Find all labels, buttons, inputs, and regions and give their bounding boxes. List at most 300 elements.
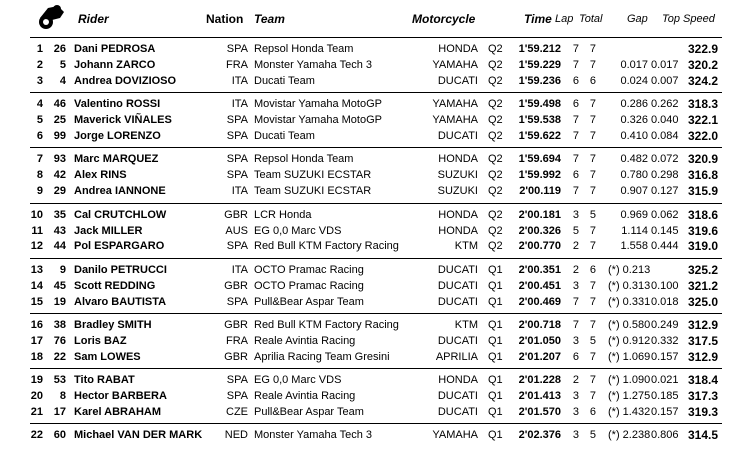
rider-team: Monster Yamaha Tech 3 <box>254 58 373 71</box>
rider-top-speed: 312.9 <box>687 318 718 332</box>
rider-lap: 2 <box>572 263 579 276</box>
rider-total-laps: 6 <box>589 74 596 87</box>
rider-lap: 7 <box>572 185 579 198</box>
rider-team: Reale Avintia Racing <box>254 334 356 347</box>
rider-lap: 3 <box>572 279 579 292</box>
rider-team: OCTO Pramac Racing <box>254 263 364 276</box>
rider-session: Q1 <box>488 263 503 276</box>
rider-session: Q2 <box>488 58 503 71</box>
rider-total-laps: 6 <box>589 263 596 276</box>
table-row <box>0 349 738 365</box>
rider-position: 4 <box>36 98 43 111</box>
rider-team: EG 0,0 Marc VDS <box>254 224 342 237</box>
table-row <box>0 427 738 443</box>
rider-session: Q2 <box>488 43 503 55</box>
rider-team: Ducati Team <box>254 130 315 142</box>
rider-gap: 0.024 <box>620 74 648 87</box>
rider-team: Repsol Honda Team <box>254 153 354 166</box>
rider-team: Pull&Bear Aspar Team <box>254 295 364 308</box>
rider-gap-previous: 0.249 <box>651 319 679 331</box>
group-divider <box>30 203 722 204</box>
rider-total-laps: 7 <box>589 114 596 127</box>
table-row <box>0 41 738 57</box>
rider-number: 22 <box>53 350 66 363</box>
rider-time: 2'00.326 <box>518 224 561 237</box>
table-row <box>0 262 738 278</box>
rider-position: 7 <box>36 153 43 166</box>
rider-team: LCR Honda <box>254 208 312 221</box>
rider-name: Pol ESPARGARO <box>74 240 165 253</box>
rider-gap: (*) 1.069 <box>608 350 651 363</box>
rider-motorcycle: DUCATI <box>437 74 478 87</box>
rider-name: Danilo PETRUCCI <box>74 263 167 276</box>
rider-time: 1'59.622 <box>518 130 561 142</box>
rider-top-speed: 324.2 <box>687 73 718 88</box>
rider-time: 2'00.770 <box>518 240 561 253</box>
table-row <box>0 372 738 388</box>
rider-session: Q1 <box>488 429 503 442</box>
rider-number: 43 <box>53 224 66 237</box>
rider-lap: 6 <box>572 98 579 111</box>
rider-position: 16 <box>30 319 43 331</box>
rider-total-laps: 7 <box>589 240 596 253</box>
rider-session: Q2 <box>488 98 503 111</box>
rider-nation: SPA <box>226 43 248 55</box>
rider-gap: 0.482 <box>620 153 648 166</box>
rider-gap-previous: 0.185 <box>651 390 679 403</box>
table-row <box>0 183 738 199</box>
rider-total-laps: 7 <box>589 279 596 292</box>
rider-gap: (*) 0.313 <box>608 279 651 292</box>
rider-gap-previous: 0.444 <box>651 240 679 253</box>
rider-top-speed: 315.9 <box>687 184 718 199</box>
rider-gap-previous: 0.127 <box>651 185 679 198</box>
rider-total-laps: 7 <box>589 169 596 182</box>
rider-lap: 3 <box>572 208 579 221</box>
rider-motorcycle: HONDA <box>438 208 478 221</box>
rider-team: Repsol Honda Team <box>254 43 354 55</box>
rider-motorcycle: YAMAHA <box>432 114 478 127</box>
rider-total-laps: 6 <box>589 406 596 418</box>
rider-team: Ducati Team <box>254 74 315 87</box>
rider-name: Maverick VIÑALES <box>74 114 172 127</box>
rider-number: 4 <box>59 74 66 87</box>
rider-position: 13 <box>30 263 43 276</box>
rider-motorcycle: DUCATI <box>437 263 478 276</box>
rider-total-laps: 7 <box>589 58 596 71</box>
rider-gap: (*) 1.275 <box>608 390 651 403</box>
group-divider <box>30 423 722 424</box>
rider-name: Cal CRUTCHLOW <box>74 208 167 221</box>
rider-gap-previous: 0.145 <box>651 224 679 237</box>
rider-lap: 2 <box>572 240 579 253</box>
rider-session: Q1 <box>488 295 503 308</box>
rider-session: Q1 <box>488 319 503 331</box>
rider-lap: 3 <box>572 390 579 403</box>
rider-nation: GBR <box>224 279 248 292</box>
rider-gap-previous: 0.017 <box>651 58 679 71</box>
rider-session: Q2 <box>488 74 503 87</box>
rider-gap-previous: 0.072 <box>651 153 679 166</box>
rider-name: Bradley SMITH <box>74 319 152 331</box>
rider-motorcycle: HONDA <box>438 153 478 166</box>
rider-nation: ITA <box>231 74 248 87</box>
rider-name: Alvaro BAUTISTA <box>74 295 167 308</box>
rider-total-laps: 7 <box>589 43 596 55</box>
rider-number: 5 <box>59 58 66 71</box>
rider-team: EG 0,0 Marc VDS <box>254 374 342 387</box>
rider-session: Q2 <box>488 114 503 127</box>
rider-session: Q2 <box>488 130 503 142</box>
rider-name: Dani PEDROSA <box>74 43 156 55</box>
rider-time: 2'00.119 <box>519 185 561 198</box>
rider-session: Q1 <box>488 374 503 387</box>
rider-total-laps: 5 <box>589 429 596 442</box>
rider-position: 12 <box>30 240 43 253</box>
rider-top-speed: 321.2 <box>687 278 718 293</box>
rider-lap: 7 <box>572 295 579 308</box>
header-nation: Nation <box>206 12 244 26</box>
header-lap: Lap <box>555 13 574 25</box>
rider-total-laps: 5 <box>589 334 596 347</box>
rider-total-laps: 5 <box>589 208 596 221</box>
rider-top-speed: 319.3 <box>687 405 718 419</box>
rider-nation: NED <box>224 429 248 442</box>
rider-motorcycle: DUCATI <box>437 130 478 142</box>
rider-lap: 6 <box>572 74 579 87</box>
rider-top-speed: 325.2 <box>687 262 718 277</box>
rider-top-speed: 322.0 <box>687 129 718 143</box>
rider-total-laps: 7 <box>589 130 596 142</box>
rider-lap: 7 <box>572 58 579 71</box>
rider-motorcycle: DUCATI <box>437 279 478 292</box>
rider-motorcycle: KTM <box>454 319 478 331</box>
rider-team: Aprilia Racing Team Gresini <box>254 350 390 363</box>
rider-top-speed: 318.6 <box>687 207 718 222</box>
rider-time: 1'59.992 <box>518 169 561 182</box>
rider-name: Loris BAZ <box>74 334 127 347</box>
rider-team: Monster Yamaha Tech 3 <box>254 429 373 442</box>
rider-lap: 7 <box>572 130 579 142</box>
table-row <box>0 112 738 128</box>
group-divider <box>30 368 722 369</box>
rider-total-laps: 7 <box>589 374 596 387</box>
rider-nation: CZE <box>226 406 248 418</box>
rider-nation: FRA <box>226 58 248 71</box>
rider-total-laps: 7 <box>589 98 596 111</box>
rider-motorcycle: HONDA <box>438 374 478 387</box>
rider-session: Q2 <box>488 153 503 166</box>
rider-motorcycle: DUCATI <box>437 334 478 347</box>
rider-top-speed: 322.1 <box>687 113 718 128</box>
rider-position: 17 <box>30 334 43 347</box>
rider-top-speed: 319.0 <box>687 239 718 254</box>
rider-top-speed: 314.5 <box>687 428 718 443</box>
rider-team: Reale Avintia Racing <box>254 390 356 403</box>
rider-lap: 6 <box>572 350 579 363</box>
rider-nation: SPA <box>226 240 248 253</box>
rider-position: 14 <box>30 279 43 292</box>
rider-lap: 7 <box>572 114 579 127</box>
rider-number: 29 <box>53 185 66 198</box>
rider-lap: 5 <box>572 224 579 237</box>
rider-motorcycle: APRILIA <box>435 350 478 363</box>
group-divider <box>30 313 722 314</box>
rider-lap: 2 <box>572 374 579 387</box>
rider-number: 76 <box>53 334 66 347</box>
rider-lap: 7 <box>572 319 579 331</box>
table-row <box>0 404 738 420</box>
rider-time: 1'59.694 <box>518 153 561 166</box>
rider-motorcycle: HONDA <box>438 224 478 237</box>
rider-top-speed: 320.9 <box>687 152 718 167</box>
rider-team: Movistar Yamaha MotoGP <box>254 98 382 111</box>
rider-total-laps: 7 <box>589 390 596 403</box>
rider-position: 2 <box>36 58 43 71</box>
table-row <box>0 388 738 404</box>
rider-session: Q1 <box>488 334 503 347</box>
table-row <box>0 278 738 294</box>
rider-nation: GBR <box>224 208 248 221</box>
group-divider <box>30 258 722 259</box>
rider-gap: 0.326 <box>620 114 648 127</box>
rider-gap: 0.907 <box>620 185 648 198</box>
table-row <box>0 96 738 112</box>
rider-time: 2'00.451 <box>518 279 561 292</box>
rider-position: 21 <box>30 406 43 418</box>
rider-lap: 6 <box>572 169 579 182</box>
rider-number: 99 <box>53 130 66 142</box>
rider-total-laps: 7 <box>589 224 596 237</box>
rider-gap: (*) 1.090 <box>608 374 651 387</box>
rider-motorcycle: HONDA <box>438 43 478 55</box>
rider-motorcycle: SUZUKI <box>437 185 478 198</box>
table-row <box>0 333 738 349</box>
rider-name: Marc MARQUEZ <box>74 153 159 166</box>
rider-gap-previous: 0.084 <box>651 130 679 142</box>
rider-lap: 3 <box>572 334 579 347</box>
rider-lap: 7 <box>572 43 579 55</box>
rider-session: Q2 <box>488 169 503 182</box>
rider-time: 1'59.498 <box>518 98 561 111</box>
rider-top-speed: 317.3 <box>687 389 718 404</box>
rider-position: 18 <box>30 350 43 363</box>
rider-time: 2'02.376 <box>518 429 561 442</box>
rider-gap-previous: 0.062 <box>651 208 679 221</box>
group-divider <box>30 37 722 38</box>
rider-nation: SPA <box>226 390 248 403</box>
rider-time: 2'01.413 <box>518 390 561 403</box>
rider-session: Q1 <box>488 350 503 363</box>
table-row <box>0 238 738 254</box>
table-row <box>0 294 738 310</box>
rider-name: Jorge LORENZO <box>74 130 161 142</box>
rider-number: 26 <box>53 43 66 55</box>
rider-number: 8 <box>59 390 66 403</box>
rider-top-speed: 322.9 <box>687 42 718 56</box>
rider-time: 1'59.212 <box>518 43 561 55</box>
rider-motorcycle: DUCATI <box>437 406 478 418</box>
rider-time: 2'00.469 <box>518 295 561 308</box>
rider-name: Sam LOWES <box>74 350 141 363</box>
group-divider <box>30 147 722 148</box>
rider-number: 44 <box>53 240 66 253</box>
rider-position: 20 <box>30 390 43 403</box>
rider-gap-previous: 0.007 <box>651 74 679 87</box>
rider-number: 45 <box>53 279 66 292</box>
rider-number: 25 <box>53 114 66 127</box>
rider-lap: 3 <box>572 406 579 418</box>
rider-time: 1'59.236 <box>518 74 561 87</box>
rider-name: Michael VAN DER MARK <box>74 429 203 442</box>
rider-position: 19 <box>30 374 43 387</box>
rider-time: 2'01.050 <box>518 334 561 347</box>
rider-nation: SPA <box>226 374 248 387</box>
rider-nation: ITA <box>231 98 248 111</box>
table-row <box>0 317 738 333</box>
rider-gap-previous: 0.806 <box>651 429 679 442</box>
rider-session: Q2 <box>488 185 503 198</box>
rider-nation: SPA <box>226 295 248 308</box>
rider-team: OCTO Pramac Racing <box>254 279 364 292</box>
rider-position: 22 <box>30 429 43 442</box>
rider-number: 42 <box>53 169 66 182</box>
rider-gap-previous: 0.100 <box>651 279 679 292</box>
rider-nation: FRA <box>226 334 248 347</box>
rider-nation: ITA <box>231 185 248 198</box>
header-total: Total <box>579 13 603 25</box>
rider-session: Q2 <box>488 224 503 237</box>
rider-gap: (*) 2.238 <box>608 429 651 442</box>
rider-top-speed: 318.4 <box>687 373 718 388</box>
rider-nation: ITA <box>231 263 248 276</box>
rider-motorcycle: DUCATI <box>437 390 478 403</box>
rider-name: Valentino ROSSI <box>74 98 161 111</box>
rider-top-speed: 316.8 <box>687 168 718 183</box>
rider-name: Alex RINS <box>74 169 127 182</box>
rider-total-laps: 7 <box>589 319 596 331</box>
rider-gap-previous: 0.021 <box>651 374 679 387</box>
rider-nation: GBR <box>224 350 248 363</box>
rider-time: 2'00.181 <box>518 208 561 221</box>
rider-motorcycle: YAMAHA <box>432 429 478 442</box>
rider-gap: 1.114 <box>621 224 648 237</box>
rider-motorcycle: YAMAHA <box>432 58 478 71</box>
rider-total-laps: 7 <box>589 153 596 166</box>
rider-gap: (*) 0.213 <box>608 263 651 276</box>
table-row <box>0 57 738 73</box>
rider-number: 38 <box>53 319 66 331</box>
header-top-speed: Top Speed <box>662 13 715 25</box>
rider-position: 6 <box>36 130 43 142</box>
rider-nation: GBR <box>224 319 248 331</box>
rider-total-laps: 7 <box>589 185 596 198</box>
rider-position: 5 <box>36 114 43 127</box>
rider-position: 8 <box>36 169 43 182</box>
rider-number: 53 <box>53 374 66 387</box>
rider-time: 1'59.229 <box>518 58 561 71</box>
header-time: Time <box>524 12 552 26</box>
rider-total-laps: 7 <box>589 295 596 308</box>
rider-position: 10 <box>30 208 43 221</box>
rider-nation: SPA <box>226 169 248 182</box>
rider-team: Red Bull KTM Factory Racing <box>254 319 399 331</box>
rider-team: Red Bull KTM Factory Racing <box>254 240 399 253</box>
rider-lap: 7 <box>572 153 579 166</box>
rider-team: Pull&Bear Aspar Team <box>254 406 364 418</box>
rider-gap: (*) 0.912 <box>608 334 651 347</box>
rider-gap: 0.780 <box>620 169 648 182</box>
rider-session: Q2 <box>488 240 503 253</box>
rider-time: 1'59.538 <box>518 114 561 127</box>
header-gap: Gap <box>627 13 648 25</box>
rider-name: Jack MILLER <box>74 224 143 237</box>
rider-position: 15 <box>30 295 43 308</box>
rider-team: Movistar Yamaha MotoGP <box>254 114 382 127</box>
table-row <box>0 207 738 223</box>
rider-gap-previous: 0.157 <box>651 406 679 418</box>
rider-top-speed: 319.6 <box>687 223 718 238</box>
rider-gap: (*) 0.331 <box>608 295 651 308</box>
rider-nation: SPA <box>226 114 248 127</box>
rider-name: Karel ABRAHAM <box>74 406 161 418</box>
rider-time: 2'01.207 <box>518 350 561 363</box>
rider-gap: (*) 1.432 <box>608 406 651 418</box>
rider-gap-previous: 0.262 <box>651 98 679 111</box>
rider-motorcycle: DUCATI <box>437 295 478 308</box>
rider-motorcycle: SUZUKI <box>437 169 478 182</box>
rider-gap-previous: 0.332 <box>651 334 679 347</box>
rider-gap: 0.286 <box>620 98 648 111</box>
rider-number: 60 <box>53 429 66 442</box>
rider-motorcycle: KTM <box>454 240 478 253</box>
rider-position: 3 <box>36 74 43 87</box>
rider-gap: 0.969 <box>620 208 648 221</box>
rider-nation: SPA <box>226 130 248 142</box>
rider-top-speed: 318.3 <box>687 97 718 112</box>
rider-position: 1 <box>36 43 43 55</box>
rider-session: Q2 <box>488 208 503 221</box>
header-team: Team <box>254 12 285 26</box>
rider-gap-previous: 0.018 <box>651 295 679 308</box>
rider-top-speed: 317.5 <box>687 333 718 348</box>
rider-name: Johann ZARCO <box>74 58 156 71</box>
rider-position: 11 <box>31 224 43 237</box>
rider-team: Team SUZUKI ECSTAR <box>254 169 372 182</box>
rider-position: 9 <box>36 185 43 198</box>
rider-number: 17 <box>53 406 66 418</box>
rider-session: Q1 <box>488 406 503 418</box>
group-divider <box>30 92 722 93</box>
table-row <box>0 167 738 183</box>
header-rider: Rider <box>78 12 109 26</box>
rider-name: Scott REDDING <box>74 279 156 292</box>
rider-number: 93 <box>53 153 66 166</box>
table-row <box>0 223 738 239</box>
rider-name: Andrea DOVIZIOSO <box>74 74 177 87</box>
rider-name: Tito RABAT <box>74 374 135 387</box>
rider-session: Q1 <box>488 390 503 403</box>
rider-gap-previous: 0.157 <box>651 350 679 363</box>
rider-team: Team SUZUKI ECSTAR <box>254 185 372 198</box>
rider-nation: SPA <box>226 153 248 166</box>
rider-top-speed: 312.9 <box>687 349 718 364</box>
table-row <box>0 151 738 167</box>
rider-gap-previous: 0.298 <box>651 169 679 182</box>
rider-nation: AUS <box>225 224 248 237</box>
rider-top-speed: 320.2 <box>687 57 718 72</box>
rider-total-laps: 7 <box>589 350 596 363</box>
